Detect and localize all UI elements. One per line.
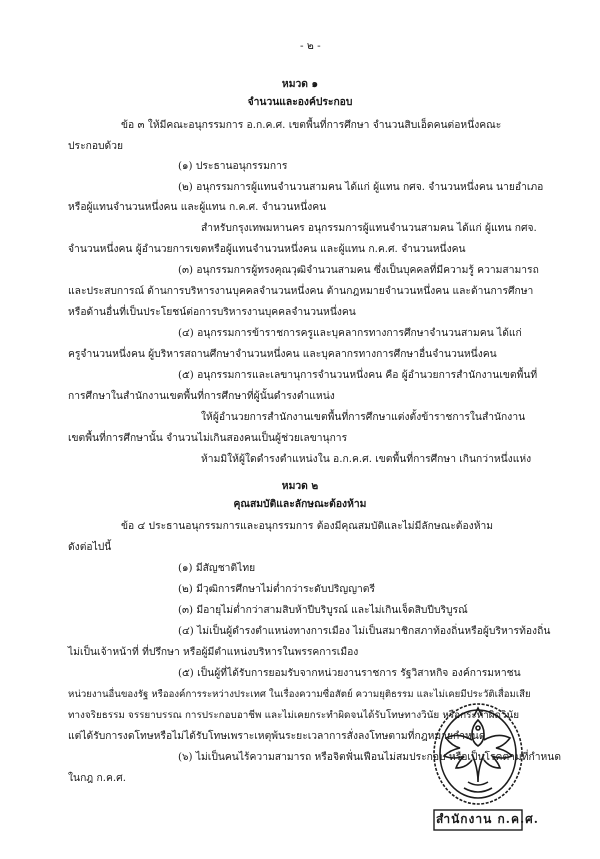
paragraph-line: และประสบการณ์ ด้านการบริหารงานบุคคลจำนวนหนึ่งคน ด้านกฎหมายจำนวนหนึ่งคน และด้านการศึกษา: [68, 285, 534, 297]
list-item: (๒) อนุกรรมการผู้แทนจำนวนสามคน ได้แก่ ผู้แทน กศจ. จำนวนหนึ่งคน นายอำเภอ: [178, 181, 544, 193]
list-item: (๓) อนุกรรมการผู้ทรงคุณวุฒิจำนวนสามคน ซึ่งเป็นบุคคลที่มีความรู้ ความสามารถ: [178, 264, 539, 276]
paragraph-line: ข้อ ๔ ประธานอนุกรรมการและอนุกรรมการ ต้องมีคุณสมบัติและไม่มีลักษณะต้องห้าม: [121, 520, 494, 532]
paragraph-line: ครูจำนวนหนึ่งคน ผู้บริหารสถานศึกษาจำนวนหนึ่งคน และบุคลากรทางการศึกษาอื่นจำนวนหนึ่งคน: [68, 348, 497, 360]
list-item: (๓) มีอายุไม่ต่ำกว่าสามสิบห้าปีบริบูรณ์ และไม่เกินเจ็ดสิบปีบริบูรณ์: [178, 604, 468, 616]
list-item: (๑) มีสัญชาติไทย: [178, 562, 256, 574]
list-item: (๕) อนุกรรมการและเลขานุการจำนวนหนึ่งคน คือ ผู้อำนวยการสำนักงานเขตพื้นที่: [178, 369, 538, 381]
list-item: (๑) ประธานอนุกรรมการ: [178, 160, 288, 172]
paragraph-line: แต่ได้รับการงดโทษหรือไม่ได้รับโทษเพราะเหตุพ้นระยะเวลาการสั่งลงโทษตามที่กฎหมายกำหนด: [68, 730, 486, 742]
paragraph-line: ไม่เป็นเจ้าหน้าที่ ที่ปรึกษา หรือผู้มีตำแหน่งบริหารในพรรคการเมือง: [68, 646, 359, 658]
paragraph-line: สำหรับกรุงเทพมหานคร อนุกรรมการผู้แทนจำนวนสามคน ได้แก่ ผู้แทน กศจ.: [201, 222, 537, 234]
list-item: (๔) อนุกรรมการข้าราชการครูและบุคลากรทางการศึกษาจำนวนสามคน ได้แก่: [178, 327, 522, 339]
paragraph-line: ข้อ ๓ ให้มีคณะอนุกรรมการ อ.ก.ค.ศ. เขตพื้นที่การศึกษา จำนวนสิบเอ็ดคนต่อหนึ่งคณะ: [121, 119, 502, 131]
paragraph-line: การศึกษาในสำนักงานเขตพื้นที่การศึกษาที่ผู้นั้นดำรงตำแหน่ง: [68, 390, 335, 402]
section2-title: หมวด ๒: [281, 480, 319, 492]
paragraph-line: ให้ผู้อำนวยการสำนักงานเขตพื้นที่การศึกษาแต่งตั้งข้าราชการในสำนักงาน: [201, 411, 526, 423]
list-item: (๒) มีวุฒิการศึกษาไม่ต่ำกว่าระดับปริญญาตรี: [178, 583, 375, 595]
page-number: - ๒ -: [300, 40, 321, 52]
paragraph-line: ดังต่อไปนี้: [68, 541, 112, 553]
paragraph-line: หน่วยงานอื่นของรัฐ หรือองค์การระหว่างประเทศ ในเรื่องความซื่อสัตย์ ความยุติธรรม และไม่เคยมีประวัติเสื่อมเสีย: [68, 689, 531, 700]
paragraph-line: ในกฎ ก.ค.ศ.: [68, 772, 126, 784]
section2-subtitle: คุณสมบัติและลักษณะต้องห้าม: [233, 498, 367, 510]
paragraph-line: ห้ามมิให้ผู้ใดดำรงตำแหน่งใน อ.ก.ค.ศ. เขตพื้นที่การศึกษา เกินกว่าหนึ่งแห่ง: [201, 453, 532, 465]
section1-subtitle: จำนวนและองค์ประกอบ: [247, 96, 353, 108]
paragraph-line: จำนวนหนึ่งคน ผู้อำนวยการเขตหรือผู้แทนจำนวนหนึ่งคน และผู้แทน ก.ค.ศ. จำนวนหนึ่งคน: [68, 243, 466, 255]
paragraph-line: ทางจริยธรรม จรรยาบรรณ การประกอบอาชีพ และไม่เคยกระทำผิดจนได้รับโทษทางวินัย หรือกระทำผิดวินัย: [68, 710, 520, 721]
section1-title: หมวด ๑: [281, 78, 319, 90]
paragraph-line: หรือผู้แทนจำนวนหนึ่งคน และผู้แทน ก.ค.ศ. จำนวนหนึ่งคน: [68, 201, 327, 213]
list-item: (๔) ไม่เป็นผู้ดำรงตำแหน่งทางการเมือง ไม่เป็นสมาชิกสภาท้องถิ่นหรือผู้บริหารท้องถิ่น: [178, 625, 551, 637]
seal-label: สำนักงาน ก.ค.ศ.: [436, 812, 539, 826]
paragraph-line: ประกอบด้วย: [68, 140, 124, 152]
paragraph-line: หรือด้านอื่นที่เป็นประโยชน์ต่อการบริหารงานบุคคลจำนวนหนึ่งคน: [68, 306, 356, 318]
list-item: (๖) ไม่เป็นคนไร้ความสามารถ หรือจิตฟั่นเฟือนไม่สมประกอบ หรือเป็นโรคตามที่กำหนด: [178, 751, 562, 763]
list-item: (๕) เป็นผู้ที่ได้รับการยอมรับจากหน่วยงานราชการ รัฐวิสาหกิจ องค์การมหาชน: [178, 667, 521, 679]
garuda-seal-icon: [424, 694, 539, 834]
paragraph-line: เขตพื้นที่การศึกษานั้น จำนวนไม่เกินสองคนเป็นผู้ช่วยเลขานุการ: [68, 432, 348, 444]
